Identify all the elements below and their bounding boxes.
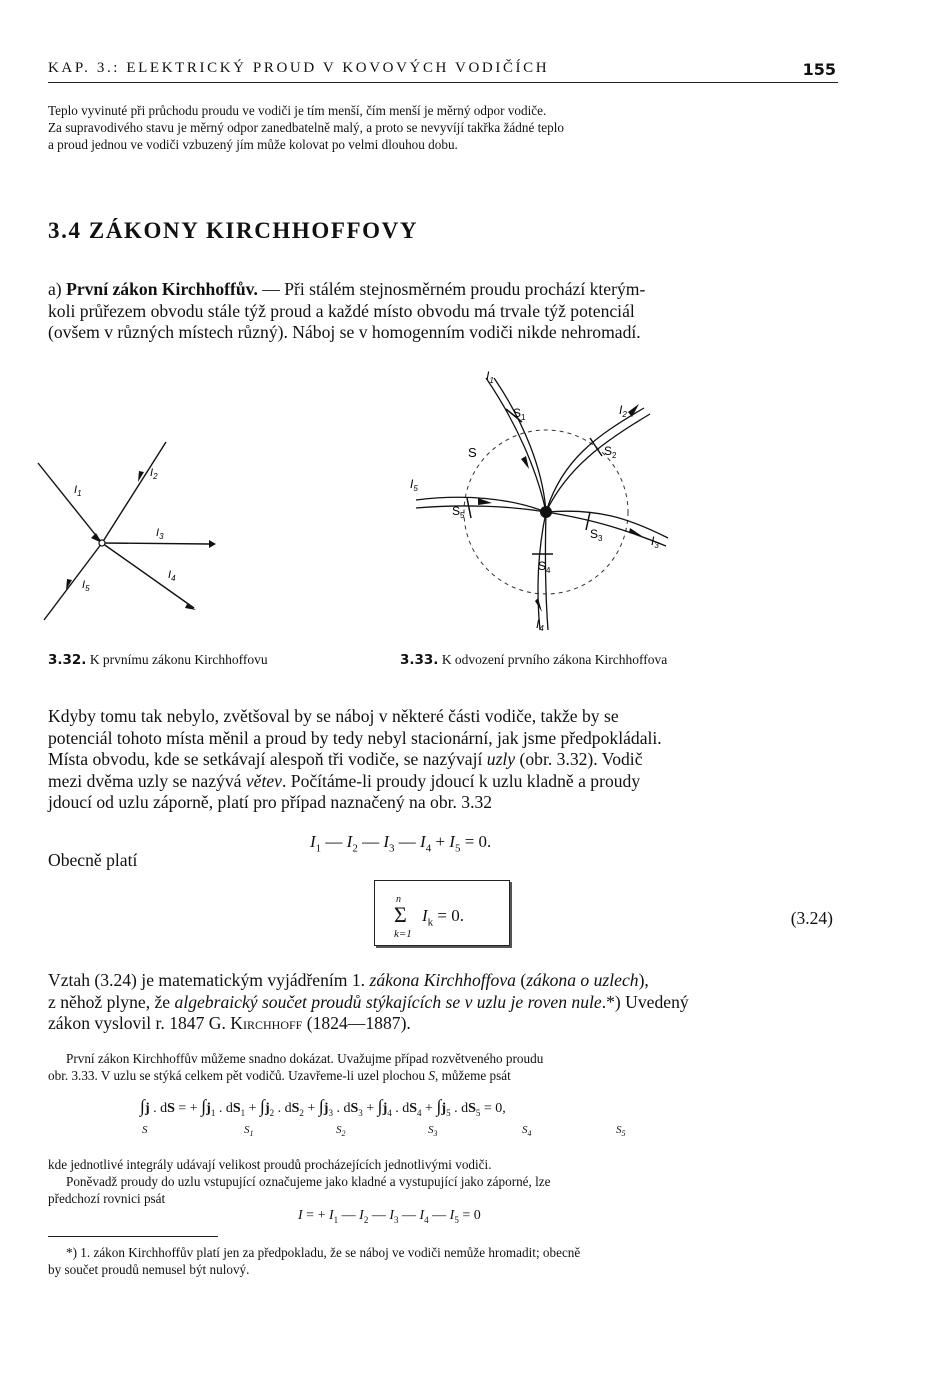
intro-line: a proud jednou ve vodiči vzbuzený jím může kolovat po velmi dlouhou dobu. [48, 137, 458, 152]
main-line: Kdyby tomu tak nebylo, zvětšoval by se náboj v některé části vodiče, takže by se [48, 706, 619, 726]
law-heading: První zákon Kirchhoffův. [66, 279, 258, 299]
proof-line: První zákon Kirchhoffův můžeme snadno dokázat. Uvažujme případ rozvětveného proudu [66, 1051, 544, 1066]
sign-paragraph: Poněvadž proudy do uzlu vstupující označujeme jako kladné a vystupující jako záporné, lze předchozí rovnici psát [48, 1174, 551, 1206]
law-label: a) [48, 279, 67, 299]
label-I2: $I_2$ [150, 467, 158, 481]
sum-lower: k=1 [394, 928, 412, 940]
equation-total: I = + $I_1$ — $I_2$ — $I_3$ — $I_4$ — $I_5 = 0$ [298, 1208, 481, 1225]
term-uzly: uzly [486, 749, 516, 769]
main-line: (obr. 3.32). Vodič [515, 749, 643, 769]
law-line: koli průřezem obvodu stále týž proud a každé místo obvodu má trvale týž potenciál [48, 300, 635, 321]
label-S1: $S_1$ [513, 406, 526, 422]
label-I1: $I_1$ [486, 369, 494, 385]
figure-3-32-caption [48, 652, 268, 668]
term-vetev: větev [245, 770, 282, 791]
law-paragraph [48, 279, 838, 344]
author-name: Kirchhoff [230, 1013, 303, 1033]
main-line: potenciál tohoto místa měnil a proud by tedy nebyl stacionární, jak jsme předpokládali. [48, 727, 662, 748]
equation-1: $I_1$ — $I_2$ — $I_3$ — $I_4 + I_5 = 0$. [310, 832, 492, 855]
term-algebraic-sum: algebraický součet proudů stýkajících se v uzlu je roven nule [174, 991, 602, 1012]
label-I4: $I_4$ [536, 617, 544, 633]
figure-3-32 [30, 430, 230, 630]
caption-number: 3.32. [48, 652, 87, 668]
main-line: mezi dvěma uzly se nazývá [48, 770, 246, 791]
label-I4: $I_4$ [168, 569, 176, 583]
caption-text: K odvození prvního zákona Kirchhoffova [438, 652, 668, 667]
intro-paragraph [48, 102, 848, 153]
figure-3-33 [400, 360, 700, 645]
intro-line: Teplo vyvinuté při průchodu proudu ve vodiči je tím menší, čím menší je měrný odpor vodiče. [48, 103, 547, 118]
page-number: 155 [802, 60, 836, 79]
integral-explanation: kde jednotlivé integrály udávají velikost proudů procházejících jednotlivými vodiči. [48, 1157, 492, 1172]
label-S2: $S_2$ [604, 444, 617, 460]
footnote: *) 1. zákon Kirchhoffův platí jen za předpokladu, že se náboj ve vodiči nemůže hromadit; obecně by součet proudů nemusel být nulový. [48, 1245, 581, 1277]
integral-limits: S $S_1$ $S_2$ $S_3$ $S_4$ $S_5$ [142, 1124, 626, 1139]
label-S4: $S_4$ [538, 559, 551, 575]
equation-number: (3.24) [790, 908, 833, 928]
label-I5: $I_5$ [82, 579, 90, 593]
main-line: Místa obvodu, kde se setkávají alespoň tři vodiče, se nazývají [48, 749, 487, 769]
law-line: (ovšem v různých místech různý). Náboj se v homogenním vodiči nikde nehromadí. [48, 322, 641, 342]
label-I1: $I_1$ [74, 484, 82, 498]
term-kirchhoff-law: zákona Kirchhoffova [369, 970, 516, 990]
label-S5: $S_5$ [452, 504, 465, 520]
label-I2: $I_2$ [619, 403, 627, 419]
page-header [48, 58, 838, 83]
main-line: . Počítáme-li proudy jdoucí k uzlu kladně a proudy [281, 770, 641, 791]
label-S: S [468, 445, 477, 460]
sum-upper: n [396, 894, 401, 905]
main-paragraph [48, 706, 838, 814]
main-line: jdoucí od uzlu záporně, platí pro případ naznačený na obr. 3.32 [48, 792, 493, 812]
figure-3-33-caption [400, 652, 667, 668]
sum-term: $I_k = 0$. [422, 906, 465, 929]
intro-line: Za supravodivého stavu je měrný odpor zanedbatelně malý, a proto se nevyvíjí takřka žádné teplo [48, 120, 564, 135]
proof-paragraph: První zákon Kirchhoffův můžeme snadno dokázat. Uvažujme případ rozvětveného proudu obr. 3.33. V uzlu se stýká celkem pět vodičů. Uzavřeme-li uzel plochou S, můžeme psát [48, 1050, 848, 1084]
label-S3: $S_3$ [590, 527, 603, 543]
term-node-law: zákona o uzlech [526, 970, 639, 990]
section-title: 3.4 ZÁKONY KIRCHHOFFOVY [48, 218, 419, 243]
caption-number: 3.33. [400, 652, 439, 668]
statement-paragraph: Vztah (3.24) je matematickým vyjádřením 1. zákona Kirchhoffova (zákona o uzlech), z něhož plyne, že algebraický součet proudů stýkajících se v uzlu je roven nule.*) Uvedený zákon vyslovil r. 1847 G. Kirchhoff (1824—1887). [48, 970, 689, 1033]
law-line: — Při stálém stejnosměrném proudu prochází kterým- [257, 279, 646, 299]
sum-symbol: Σ [394, 902, 407, 927]
label-I3: $I_3$ [651, 534, 659, 550]
label-I5: $I_5$ [410, 477, 418, 493]
footnote-rule [48, 1236, 218, 1237]
caption-text: K prvnímu zákonu Kirchhoffovu [86, 652, 268, 667]
integral-equation: ∫j . dS = + $\int j_1$ . $dS_1 + \int j_2$ . $dS_2 + \int j_3$ . $dS_3 + \int j_4$ . $dS_4 + \int j_5$ . $dS_5 = 0$, [140, 1096, 506, 1118]
running-head: KAP. 3.: ELEKTRICKÝ PROUD V KOVOVÝCH VODIČÍCH [48, 60, 550, 76]
generally-text: Obecně platí [48, 850, 138, 870]
label-I3: $I_3$ [156, 527, 164, 541]
